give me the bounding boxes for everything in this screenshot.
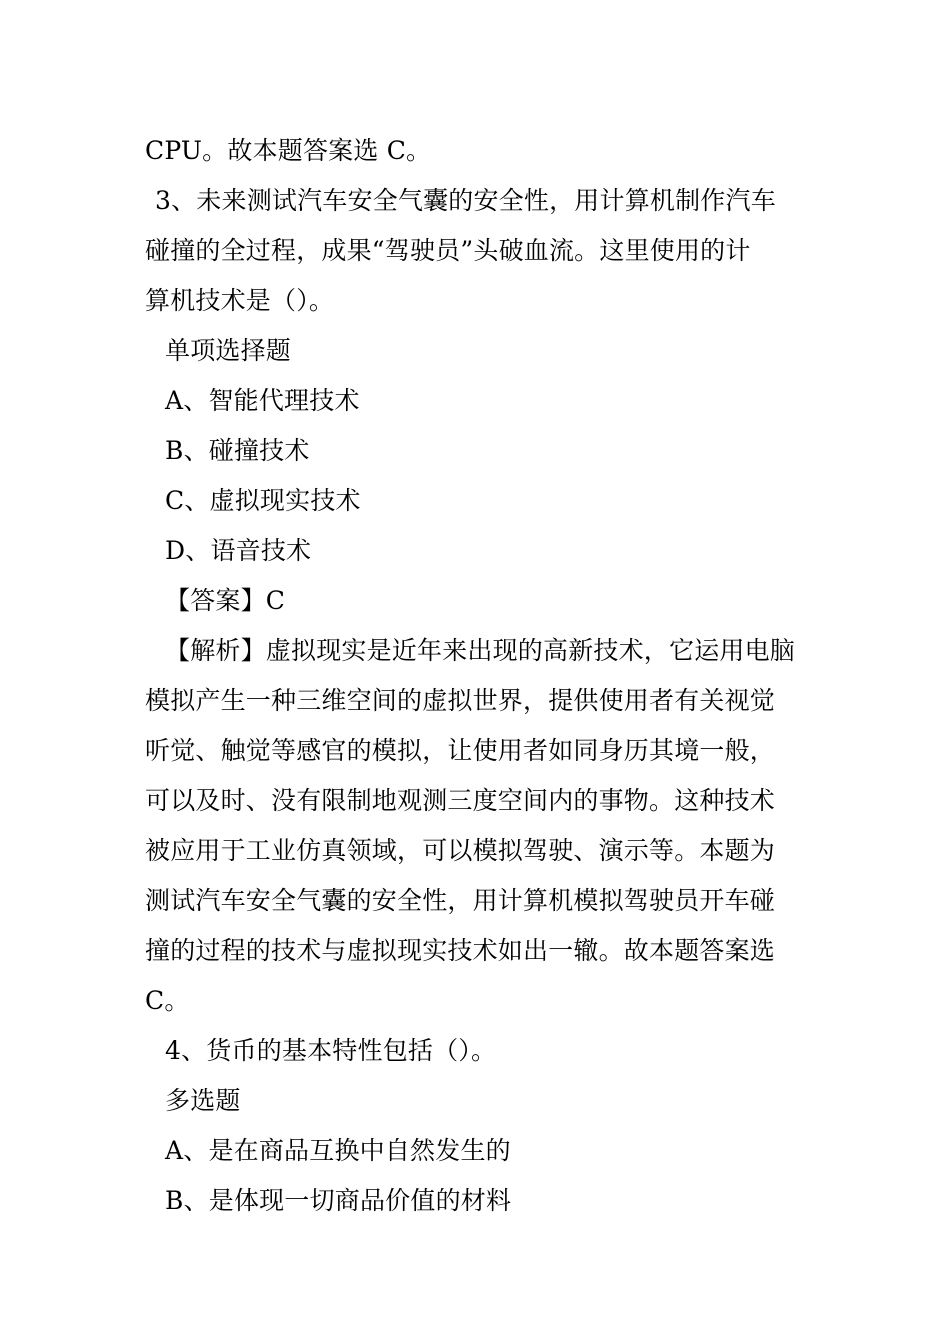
question-3-option-b: B、碰撞技术 xyxy=(165,436,310,465)
question-3-answer: 【答案】C xyxy=(165,586,286,615)
question-4-stem: 4、货币的基本特性包括（）。 xyxy=(165,1036,497,1065)
question-3-option-a: A、智能代理技术 xyxy=(165,386,360,415)
question-3-analysis-line-3: 听觉、触觉等感官的模拟，让使用者如同身历其境一般， xyxy=(145,736,776,765)
question-4-type: 多选题 xyxy=(165,1086,241,1115)
question-3-analysis-line-6: 测试汽车安全气囊的安全性，用计算机模拟驾驶员开车碰 xyxy=(145,886,776,915)
question-3-analysis-line-8: C。 xyxy=(145,986,190,1015)
text-line-answer-end: CPU。故本题答案选 C。 xyxy=(145,136,432,165)
question-3-stem-line-2: 碰撞的全过程，成果“驾驶员”头破血流。这里使用的计 xyxy=(145,236,751,265)
question-4-option-a: A、是在商品互换中自然发生的 xyxy=(165,1136,511,1165)
question-3-analysis-line-4: 可以及时、没有限制地观测三度空间内的事物。这种技术 xyxy=(145,786,776,815)
question-3-option-c: C、虚拟现实技术 xyxy=(165,486,361,515)
question-3-analysis-line-1: 【解析】虚拟现实是近年来出现的高新技术，它运用电脑 xyxy=(165,636,796,665)
question-3-analysis-line-5: 被应用于工业仿真领域，可以模拟驾驶、演示等。本题为 xyxy=(145,836,776,865)
question-3-type: 单项选择题 xyxy=(165,336,292,365)
question-3-analysis-line-2: 模拟产生一种三维空间的虚拟世界，提供使用者有关视觉 xyxy=(145,686,776,715)
question-4-option-b: B、是体现一切商品价值的材料 xyxy=(165,1186,512,1215)
question-3-option-d: D、语音技术 xyxy=(165,536,312,565)
question-3-analysis-line-7: 撞的过程的技术与虚拟现实技术如出一辙。故本题答案选 xyxy=(145,936,776,965)
document-page xyxy=(145,126,810,1226)
question-3-stem-line-1: 3、未来测试汽车安全气囊的安全性，用计算机制作汽车 xyxy=(155,186,776,215)
question-3-stem-line-3: 算机技术是（）。 xyxy=(145,286,335,315)
